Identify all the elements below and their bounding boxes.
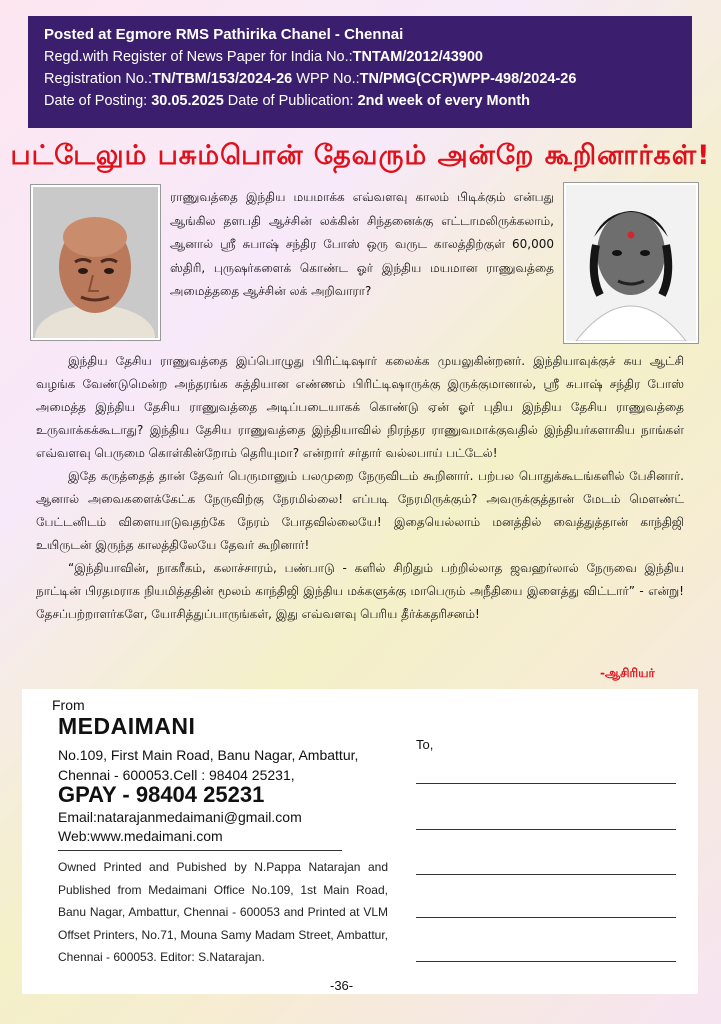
ownership-statement: Owned Printed and Pubished by N.Pappa Natarajan and Published from Medaimani Office No.109, 1st Main Road, Banu Nagar, Ambattur, Chennai - 600053 and Printed at VLM Offset Printers, No.71, Mouna Samy Madam Street, Ambattur, Chennai - 600053. Editor: S.Natarajan.	[58, 860, 388, 965]
wpp-value: TN/PMG(CCR)WPP-498/2024-26	[359, 71, 577, 87]
portrait-thevar	[564, 183, 698, 343]
article-paragraph-2: இதே கருத்தைத் தான் தேவர் பெருமானும் பலமுறை நேருவிடம் கூறினார். பற்பல பொதுக்கூடங்களில் பேசினார். ஆனால் அவைகளைக்கேட்க நேருவிற்கு நேரமில்லை! எப்படி நேரமிருக்கும்? அவருக்குத்தான் மேடம் மௌண்ட் பேட்டனிடம் விளையாடுவதற்கே நேரம் போதவில்லையே! இதையெல்லாம் மனத்தில் வைத்துத்தான் காந்திஜி உயிருடன் இருந்த காலத்திலேயே தேவர் கூறினார்!	[36, 469, 684, 552]
gpay-number: GPAY - 98404 25231	[58, 782, 265, 807]
header-banner	[28, 16, 692, 128]
editor-signoff: -ஆசிரியர்	[600, 666, 655, 680]
to-label: To,	[416, 737, 434, 752]
dates-line	[44, 90, 692, 112]
email-address: Email:natarajanmedaimani@gmail.com	[58, 809, 302, 825]
article-intro: ராணுவத்தை இந்திய மயமாக்க எவ்வளவு காலம் பிடிக்கும் என்பது ஆங்கில தளபதி ஆச்சின் லக்கின் சிந்தனைக்கு எட்டாமலிருக்கலாம், ஆனால் ஸ்ரீ சுபாஷ் சந்திர போஸ் ஒரு வருட காலத்திற்குள் 60,000 ஸ்திரி, புருஷர்களைக் கொண்ட ஓர் இந்திய மயமான ராணுவத்தை அமைத்ததை ஆச்சின் லக் அறிவாரா?	[170, 190, 554, 298]
portrait-patel	[31, 185, 160, 340]
article-headline: பட்டேலும் பசும்பொன் தேவரும் அன்றே கூறினார்கள்!	[10, 140, 711, 171]
article-paragraph-1: இந்திய தேசிய ராணுவத்தை இப்பொழுது பிரிட்டிஷார் கலைக்க முயலுகின்றனர். இந்தியாவுக்குச் சுய ஆட்சி வழங்க வேண்டுமென்ற அந்தரங்க சுத்தியான எண்ணம் பிரிட்டிஷாருக்கு இருக்குமானால், ஸ்ரீ சுபாஷ் சந்திர போஸ் அமைத்த இந்திய தேசிய ராணுவத்தை அடிப்படையாகக் கொண்டு ஏன் ஓர் புதிய இந்திய தேசிய ராணுவத்தை உருவாக்கக்கூடாது? இந்திய தேசிய ராணுவத்தை இந்தியாவில் நிரந்தர ராணுவமாக்குவதில் இந்தியர்களாகிய நாங்கள் எவ்வளவு பெருமை கொள்கின்றோம் தெரியுமா? என்றார் சர்தார் வல்லபாய் பட்டேல்!	[36, 354, 684, 460]
to-address-line[interactable]	[416, 829, 676, 830]
wpp-label: WPP No.:	[292, 71, 360, 87]
regd-label: Regd.with Register of News Paper for India No.:	[44, 49, 353, 65]
to-address-line[interactable]	[416, 917, 676, 918]
to-address-line[interactable]	[416, 874, 676, 875]
divider	[58, 850, 342, 851]
address-line-1: No.109, First Main Road, Banu Nagar, Ambattur,	[58, 747, 359, 763]
address-panel	[22, 689, 698, 994]
org-name: MEDAIMANI	[58, 713, 196, 739]
address-line-2: Chennai - 600053.Cell : 98404 25231,	[58, 767, 295, 783]
posting-label: Date of Posting:	[44, 93, 152, 109]
to-address-line[interactable]	[416, 783, 676, 784]
to-address-line[interactable]	[416, 961, 676, 962]
from-label: From	[52, 697, 85, 713]
publication-value: 2nd week of every Month	[357, 93, 531, 109]
registration-line	[44, 68, 692, 90]
article-paragraph-3: “இந்தியாவின், நாகரீகம், கலாச்சாரம், பண்பாடு - களில் சிறிதும் பற்றில்லாத ஜவஹர்லால் நேருவை இந்திய நாட்டின் பிரதமராக நியமித்ததின் மூலம் காந்திஜி இந்திய மக்களுக்கு மாபெரும் அநீதியை இளைத்து விட்டார்” - என்று! தேசப்பற்றாளர்களே, யோசித்துப்பாருங்கள், இது எவ்வளவு பெரிய தீர்க்கதரிசனம்!	[36, 561, 684, 621]
regd-line	[44, 46, 692, 68]
article-body	[36, 350, 684, 626]
registration-label: Registration No.:	[44, 71, 152, 87]
posted-at: Posted at Egmore RMS Pathirika Chanel - Chennai	[44, 26, 404, 43]
website: Web:www.medaimani.com	[58, 828, 223, 844]
registration-value: TN/TBM/153/2024-26	[152, 71, 293, 87]
publication-label: Date of Publication:	[223, 93, 358, 109]
page-number: -36-	[330, 978, 354, 993]
sender-address	[58, 745, 358, 785]
posting-value: 30.05.2025	[151, 93, 224, 109]
regd-value: TNTAM/2012/43900	[352, 49, 483, 65]
